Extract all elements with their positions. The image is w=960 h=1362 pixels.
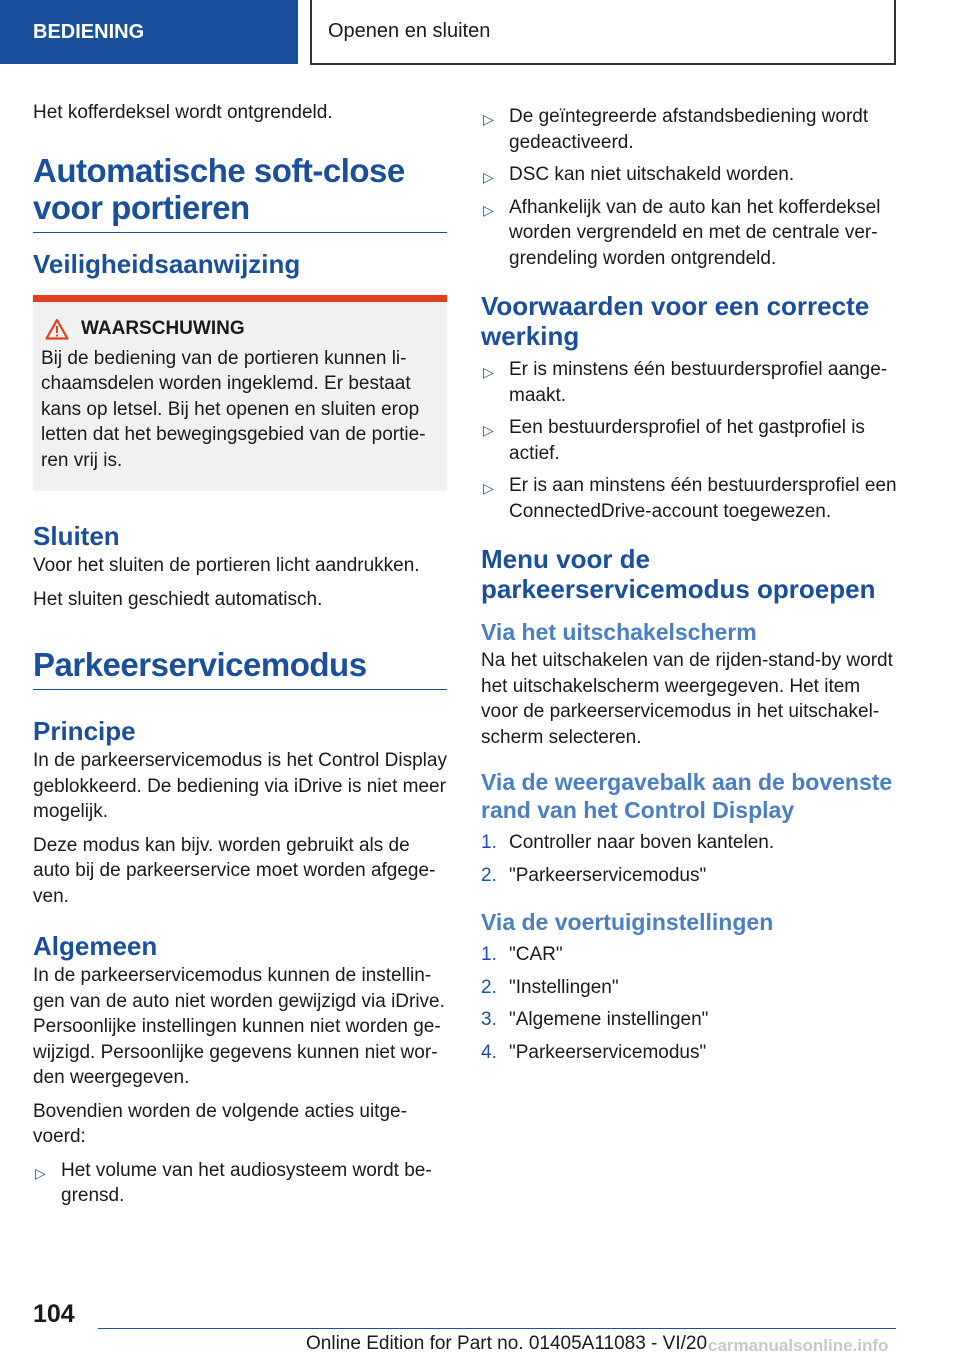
conditions-list <box>481 357 897 524</box>
bullet-triangle-icon: ▷ <box>483 169 494 185</box>
section-tab <box>0 0 298 64</box>
warning-title-text: WAARSCHUWING <box>81 317 245 339</box>
left-column <box>33 100 447 1223</box>
list-item: ▷ DSC kan niet uitschakeld worden. <box>481 162 897 188</box>
principe-text-2: Deze modus kan bijv. worden gebruikt als de auto bij de parkeerservice moet worden afgegeven. <box>33 834 436 907</box>
list-item: ▷ Een bestuurdersprofiel of het gastprofiel is actief. <box>483 417 865 464</box>
list-item: 3. "Algemene instellingen" <box>481 1009 709 1030</box>
heading-veiligheid: Veiligheidsaanwijzing <box>33 248 301 279</box>
right-column <box>481 104 897 1079</box>
heading-sluiten: Sluiten <box>33 521 120 551</box>
chapter-label: Openen en sluiten <box>328 20 491 42</box>
bullet-triangle-icon: ▷ <box>483 111 494 127</box>
bullet-triangle-icon: ▷ <box>35 1164 46 1181</box>
bullet-triangle-icon: ▷ <box>483 201 494 218</box>
bullet-triangle-icon: ▷ <box>483 480 494 496</box>
sluiten-text-1: Voor het sluiten de portieren licht aandrukken. <box>33 555 420 576</box>
list-item: 2. "Instellingen" <box>481 976 619 998</box>
heading-principe: Principe <box>33 716 136 746</box>
warning-box <box>33 295 447 492</box>
footer-rule <box>98 1328 896 1329</box>
list-item: ▷ Afhankelijk van de auto kan het kofferdeksel worden vergrendeld en met de centrale vergrendeling worden ontgrendeld. <box>483 196 881 269</box>
heading-menu: Menu voor de parkeerservicemodus oproepen <box>481 544 876 604</box>
heading-weergave: Via de weergavebalk aan de bovenste rand van het Control Display <box>481 769 893 823</box>
heading-softclose: Automatische soft-close voor portieren <box>33 152 447 233</box>
actions-list <box>33 1158 447 1209</box>
list-item: 1. Controller naar boven kantelen. <box>481 832 775 853</box>
algemeen-text-1: In de parkeerservicemodus kunnen de instellingen van de auto niet worden gewijzigd via iDrive. Persoonlijke instellingen kunnen niet worden gewijzigd. Persoonlijke gegevens kunnen niet worden weergegeven. <box>33 965 445 1088</box>
algemeen-text-2: Bovendien worden de volgende acties uitgevoerd: <box>33 1100 407 1147</box>
list-item: 2. "Parkeerservicemodus" <box>481 864 707 886</box>
list-item: 4. "Parkeerservicemodus" <box>481 1041 707 1063</box>
bullet-triangle-icon: ▷ <box>483 364 494 380</box>
warning-title <box>41 318 439 340</box>
list-item: ▷ De geïntegreerde afstandsbediening wordt gedeactiveerd. <box>483 106 869 153</box>
heading-parkeer: Parkeerservicemodus <box>33 646 447 690</box>
list-item: ▷ Er is minstens één bestuurdersprofiel aangemaakt. <box>483 359 888 406</box>
bullet-triangle-icon: ▷ <box>483 422 494 438</box>
list-item: ▷ Er is aan minstens één bestuurdersprofiel een ConnectedDrive-account toegewezen. <box>483 475 897 522</box>
warning-triangle-icon <box>45 318 69 340</box>
watermark: carmanualsonline.info <box>708 1336 889 1355</box>
list-item: ▷ Het volume van het audiosysteem wordt begrensd. <box>35 1159 432 1206</box>
heading-voertuig: Via de voertuiginstellingen <box>481 909 774 935</box>
section-label: BEDIENING <box>33 20 145 43</box>
page-number: 104 <box>33 1300 75 1328</box>
chapter-header <box>310 0 896 65</box>
weergave-steps <box>481 830 897 888</box>
heading-voorwaarden: Voorwaarden voor een correcte werking <box>481 291 870 351</box>
uitschakel-text: Na het uitschakelen van de rijden-stand-by wordt het uitschakelscherm weergegeven. Het item voor de parkeerservicemodus in het uitschakelscherm selecteren. <box>481 650 893 748</box>
heading-algemeen: Algemeen <box>33 931 158 961</box>
principe-text-1: In de parkeerservicemodus is het Control Display geblokkeerd. De bediening via iDrive is niet meer mogelijk. <box>33 750 447 822</box>
actions-list-cont <box>481 104 897 271</box>
heading-uitschakel: Via het uitschakelscherm <box>481 619 757 645</box>
voertuig-steps <box>481 942 897 1065</box>
edition-text: Online Edition for Part no. 01405A11083 - VI/20 <box>306 1333 708 1354</box>
warning-text: Bij de bediening van de portieren kunnen lichaamsdelen worden ingeklemd. Er bestaat kans op letsel. Bij het openen en sluiten erop letten dat het bewegingsgebied van de portieren vrij is. <box>41 347 426 471</box>
sluiten-text-2: Het sluiten geschiedt automatisch. <box>33 588 323 610</box>
list-item: 1. "CAR" <box>481 944 563 965</box>
intro-text: Het kofferdeksel wordt ontgrendeld. <box>33 102 333 123</box>
